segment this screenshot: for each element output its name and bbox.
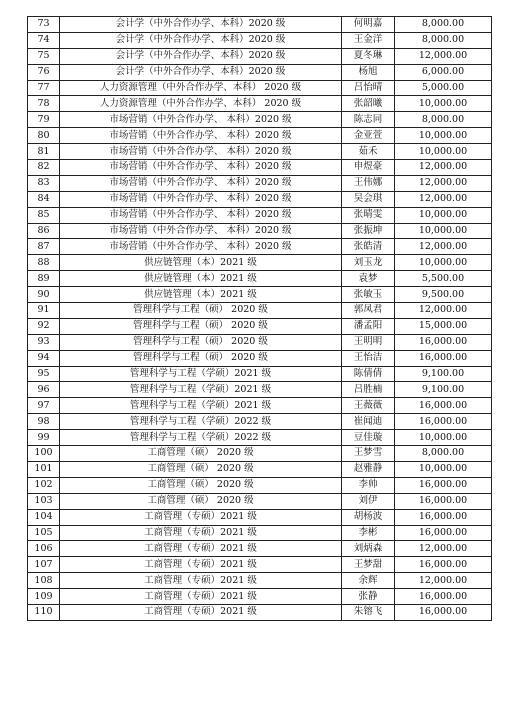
table-row (28, 144, 492, 160)
table-row (28, 350, 492, 366)
row-number: 101 (28, 461, 60, 477)
row-number: 100 (28, 446, 60, 462)
row-number: 75 (28, 48, 60, 64)
table-row (28, 287, 492, 303)
table-row (28, 64, 492, 80)
amount-cell: 16,000.00 (395, 557, 492, 573)
row-number: 74 (28, 32, 60, 48)
amount-cell: 16,000.00 (395, 350, 492, 366)
student-name: 金亚萱 (342, 128, 395, 144)
student-name: 何明嘉 (342, 17, 395, 33)
student-name: 陈志同 (342, 112, 395, 128)
amount-cell: 10,000.00 (395, 255, 492, 271)
row-number: 76 (28, 64, 60, 80)
major-cell: 管理科学与工程（硕） 2020 级 (60, 318, 342, 334)
major-cell: 工商管理（硕） 2020 级 (60, 477, 342, 493)
major-cell: 市场营销（中外合作办学、 本科）2020 级 (60, 175, 342, 191)
major-cell: 人力资源管理（中外合作办学、本科） 2020 级 (60, 96, 342, 112)
table-row (28, 207, 492, 223)
table-row (28, 239, 492, 255)
amount-cell: 12,000.00 (395, 175, 492, 191)
table-row (28, 366, 492, 382)
table-row (28, 493, 492, 509)
student-name: 王金洋 (342, 32, 395, 48)
table-row (28, 191, 492, 207)
amount-cell: 16,000.00 (395, 414, 492, 430)
row-number: 109 (28, 589, 60, 605)
student-name: 朱镕飞 (342, 604, 395, 620)
table-row (28, 128, 492, 144)
amount-cell: 16,000.00 (395, 334, 492, 350)
table-body (28, 17, 492, 621)
row-number: 85 (28, 207, 60, 223)
major-cell: 工商管理（专硕）2021 级 (60, 525, 342, 541)
student-name: 张皓清 (342, 239, 395, 255)
table-row (28, 446, 492, 462)
table-row (28, 255, 492, 271)
student-name: 王伟娜 (342, 175, 395, 191)
row-number: 99 (28, 430, 60, 446)
table-row (28, 461, 492, 477)
table-row (28, 160, 492, 176)
amount-cell: 5,500.00 (395, 271, 492, 287)
row-number: 91 (28, 303, 60, 319)
amount-cell: 16,000.00 (395, 477, 492, 493)
row-number: 98 (28, 414, 60, 430)
amount-cell: 8,000.00 (395, 446, 492, 462)
student-name: 张静 (342, 589, 395, 605)
amount-cell: 10,000.00 (395, 430, 492, 446)
amount-cell: 6,000.00 (395, 64, 492, 80)
amount-cell: 16,000.00 (395, 493, 492, 509)
student-name: 崔闻迪 (342, 414, 395, 430)
row-number: 102 (28, 477, 60, 493)
amount-cell: 12,000.00 (395, 48, 492, 64)
row-number: 108 (28, 573, 60, 589)
student-name: 陈倩倩 (342, 366, 395, 382)
major-cell: 工商管理（硕） 2020 级 (60, 461, 342, 477)
student-name: 郭凤君 (342, 303, 395, 319)
student-name: 刘伊 (342, 493, 395, 509)
student-name: 王梦甜 (342, 557, 395, 573)
major-cell: 工商管理（硕） 2020 级 (60, 493, 342, 509)
major-cell: 工商管理（专硕）2021 级 (60, 557, 342, 573)
student-name: 豆佳璇 (342, 430, 395, 446)
table-row (28, 604, 492, 620)
row-number: 105 (28, 525, 60, 541)
major-cell: 工商管理（专硕）2021 级 (60, 604, 342, 620)
table-row (28, 509, 492, 525)
major-cell: 工商管理（专硕）2021 级 (60, 589, 342, 605)
amount-cell: 16,000.00 (395, 398, 492, 414)
student-name: 王梦雪 (342, 446, 395, 462)
major-cell: 市场营销（中外合作办学、 本科）2020 级 (60, 128, 342, 144)
table-row (28, 430, 492, 446)
table-row (28, 589, 492, 605)
row-number: 97 (28, 398, 60, 414)
student-name: 杨旭 (342, 64, 395, 80)
student-name: 王怡洁 (342, 350, 395, 366)
major-cell: 供应链管理（本）2021 级 (60, 287, 342, 303)
row-number: 104 (28, 509, 60, 525)
amount-cell: 5,000.00 (395, 80, 492, 96)
student-name: 夏冬琳 (342, 48, 395, 64)
table-row (28, 525, 492, 541)
student-name: 潘孟阳 (342, 318, 395, 334)
row-number: 92 (28, 318, 60, 334)
major-cell: 管理科学与工程（硕） 2020 级 (60, 350, 342, 366)
row-number: 94 (28, 350, 60, 366)
amount-cell: 8,000.00 (395, 112, 492, 128)
major-cell: 市场营销（中外合作办学、 本科）2020 级 (60, 160, 342, 176)
amount-cell: 16,000.00 (395, 589, 492, 605)
row-number: 95 (28, 366, 60, 382)
row-number: 103 (28, 493, 60, 509)
table-row (28, 541, 492, 557)
table-row (28, 96, 492, 112)
major-cell: 市场营销（中外合作办学、 本科）2020 级 (60, 144, 342, 160)
row-number: 79 (28, 112, 60, 128)
scholarship-table (27, 16, 492, 621)
table-row (28, 414, 492, 430)
table-row (28, 334, 492, 350)
table-row (28, 557, 492, 573)
student-name: 吕怡晴 (342, 80, 395, 96)
table-row (28, 112, 492, 128)
major-cell: 工商管理（专硕）2021 级 (60, 509, 342, 525)
row-number: 86 (28, 223, 60, 239)
student-name: 王薇薇 (342, 398, 395, 414)
amount-cell: 10,000.00 (395, 223, 492, 239)
student-name: 张振坤 (342, 223, 395, 239)
amount-cell: 16,000.00 (395, 509, 492, 525)
major-cell: 管理科学与工程（硕） 2020 级 (60, 303, 342, 319)
row-number: 106 (28, 541, 60, 557)
row-number: 78 (28, 96, 60, 112)
amount-cell: 12,000.00 (395, 160, 492, 176)
amount-cell: 12,000.00 (395, 573, 492, 589)
amount-cell: 8,000.00 (395, 17, 492, 33)
student-name: 李帅 (342, 477, 395, 493)
table-row (28, 80, 492, 96)
table-row (28, 477, 492, 493)
table-row (28, 175, 492, 191)
row-number: 89 (28, 271, 60, 287)
row-number: 110 (28, 604, 60, 620)
major-cell: 市场营销（中外合作办学、 本科）2020 级 (60, 239, 342, 255)
student-name: 李彬 (342, 525, 395, 541)
amount-cell: 15,000.00 (395, 318, 492, 334)
student-name: 张韶曦 (342, 96, 395, 112)
major-cell: 市场营销（中外合作办学、 本科）2020 级 (60, 112, 342, 128)
row-number: 77 (28, 80, 60, 96)
amount-cell: 9,100.00 (395, 366, 492, 382)
table-row (28, 48, 492, 64)
amount-cell: 16,000.00 (395, 604, 492, 620)
student-name: 吕胜楠 (342, 382, 395, 398)
row-number: 80 (28, 128, 60, 144)
amount-cell: 10,000.00 (395, 128, 492, 144)
document-page (27, 16, 492, 621)
student-name: 张敏玉 (342, 287, 395, 303)
student-name: 胡杨波 (342, 509, 395, 525)
amount-cell: 12,000.00 (395, 191, 492, 207)
student-name: 申煜豪 (342, 160, 395, 176)
amount-cell: 12,000.00 (395, 239, 492, 255)
major-cell: 人力资源管理（中外合作办学、本科） 2020 级 (60, 80, 342, 96)
amount-cell: 9,500.00 (395, 287, 492, 303)
table-row (28, 303, 492, 319)
major-cell: 管理科学与工程（学硕）2021 级 (60, 382, 342, 398)
amount-cell: 10,000.00 (395, 144, 492, 160)
row-number: 81 (28, 144, 60, 160)
table-row (28, 318, 492, 334)
row-number: 93 (28, 334, 60, 350)
major-cell: 工商管理（专硕）2021 级 (60, 541, 342, 557)
major-cell: 工商管理（硕） 2020 级 (60, 446, 342, 462)
amount-cell: 12,000.00 (395, 541, 492, 557)
student-name: 吴会琪 (342, 191, 395, 207)
major-cell: 市场营销（中外合作办学、 本科）2020 级 (60, 223, 342, 239)
major-cell: 管理科学与工程（学硕）2021 级 (60, 366, 342, 382)
table-row (28, 573, 492, 589)
major-cell: 管理科学与工程（学硕）2022 级 (60, 414, 342, 430)
major-cell: 会计学（中外合作办学、本科）2020 级 (60, 32, 342, 48)
amount-cell: 16,000.00 (395, 525, 492, 541)
row-number: 96 (28, 382, 60, 398)
amount-cell: 12,000.00 (395, 303, 492, 319)
row-number: 87 (28, 239, 60, 255)
table-row (28, 382, 492, 398)
row-number: 82 (28, 160, 60, 176)
amount-cell: 10,000.00 (395, 461, 492, 477)
major-cell: 会计学（中外合作办学、本科）2020 级 (60, 48, 342, 64)
student-name: 刘玉龙 (342, 255, 395, 271)
student-name: 王明明 (342, 334, 395, 350)
row-number: 84 (28, 191, 60, 207)
student-name: 赵雅静 (342, 461, 395, 477)
major-cell: 管理科学与工程（学硕）2021 级 (60, 398, 342, 414)
row-number: 88 (28, 255, 60, 271)
row-number: 90 (28, 287, 60, 303)
major-cell: 供应链管理（本）2021 级 (60, 271, 342, 287)
major-cell: 管理科学与工程（硕） 2020 级 (60, 334, 342, 350)
amount-cell: 10,000.00 (395, 207, 492, 223)
student-name: 刘炳森 (342, 541, 395, 557)
table-row (28, 271, 492, 287)
student-name: 茹禾 (342, 144, 395, 160)
major-cell: 市场营销（中外合作办学、 本科）2020 级 (60, 191, 342, 207)
major-cell: 供应链管理（本）2021 级 (60, 255, 342, 271)
student-name: 张晴雯 (342, 207, 395, 223)
major-cell: 会计学（中外合作办学、本科）2020 级 (60, 17, 342, 33)
amount-cell: 9,100.00 (395, 382, 492, 398)
table-row (28, 32, 492, 48)
table-row (28, 17, 492, 33)
major-cell: 会计学（中外合作办学、本科）2020 级 (60, 64, 342, 80)
amount-cell: 10,000.00 (395, 96, 492, 112)
row-number: 107 (28, 557, 60, 573)
table-row (28, 223, 492, 239)
row-number: 83 (28, 175, 60, 191)
table-row (28, 398, 492, 414)
row-number: 73 (28, 17, 60, 33)
student-name: 余辉 (342, 573, 395, 589)
major-cell: 工商管理（专硕）2021 级 (60, 573, 342, 589)
student-name: 袁梦 (342, 271, 395, 287)
major-cell: 管理科学与工程（学硕）2022 级 (60, 430, 342, 446)
major-cell: 市场营销（中外合作办学、 本科）2020 级 (60, 207, 342, 223)
amount-cell: 8,000.00 (395, 32, 492, 48)
